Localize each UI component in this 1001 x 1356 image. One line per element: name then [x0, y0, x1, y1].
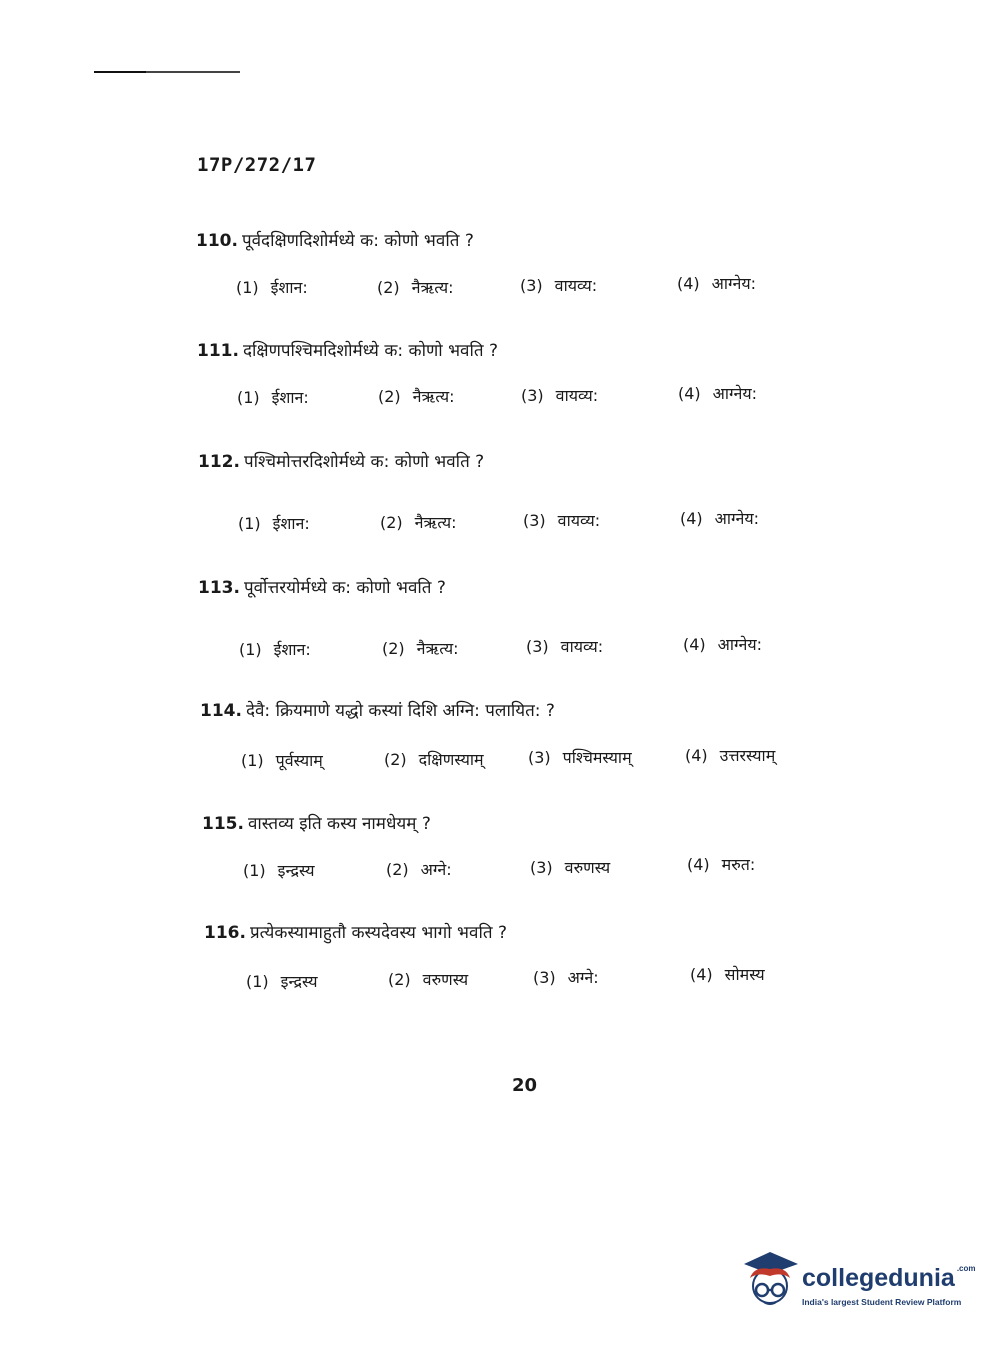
collegedunia-logo[interactable]	[740, 1250, 976, 1320]
logo-suffix: .com	[956, 1264, 976, 1273]
question-text: वास्तव्य इति कस्य नामधेयम् ?	[247, 814, 431, 834]
question-text: प्रत्येकस्यामाहुतौ कस्यदेवस्य भागो भवति ?	[249, 923, 507, 943]
question-111	[197, 338, 498, 361]
question-number: 116.	[204, 923, 246, 943]
option-113-4: (4) आग्नेय:	[683, 635, 763, 654]
question-number: 115.	[202, 814, 244, 834]
logo-name: collegedunia	[802, 1264, 955, 1292]
option-115-2: (2) अग्ने:	[386, 860, 452, 879]
option-112-3: (3) वायव्य:	[523, 511, 601, 530]
option-116-1: (1) इन्द्रस्य	[246, 972, 318, 991]
page-number: 20	[512, 1075, 538, 1096]
option-111-4: (4) आग्नेय:	[678, 384, 758, 403]
mascot-icon	[740, 1250, 800, 1314]
option-111-1: (1) ईशान:	[237, 388, 309, 407]
question-text: पूर्वोत्तरयोर्मध्ये क: कोणो भवति ?	[243, 578, 446, 598]
option-110-3: (3) वायव्य:	[520, 276, 598, 295]
option-114-3: (3) पश्चिमस्याम्	[528, 748, 632, 767]
question-110	[196, 228, 474, 251]
option-113-2: (2) नैऋत्य:	[382, 639, 459, 658]
question-114	[200, 698, 555, 721]
question-text: देवै: क्रियमाणे यद्धो कस्यां दिशि अग्नि: पलायित: ?	[245, 701, 555, 721]
option-111-2: (2) नैऋत्य:	[378, 387, 455, 406]
option-113-3: (3) वायव्य:	[526, 637, 604, 656]
option-110-4: (4) आग्नेय:	[677, 274, 757, 293]
question-number: 112.	[198, 452, 240, 472]
option-116-3: (3) अग्ने:	[533, 968, 599, 987]
question-text: दक्षिणपश्चिमदिशोर्मध्ये क: कोणो भवति ?	[242, 341, 498, 361]
paper-code: 17P/272/17	[197, 154, 317, 176]
question-number: 113.	[198, 578, 240, 598]
option-112-2: (2) नैऋत्य:	[380, 513, 457, 532]
question-text: पश्चिमोत्तरदिशोर्मध्ये क: कोणो भवति ?	[243, 452, 485, 472]
option-111-3: (3) वायव्य:	[521, 386, 599, 405]
question-113	[198, 575, 446, 598]
option-114-4: (4) उत्तरस्याम्	[685, 746, 776, 765]
option-116-2: (2) वरुणस्य	[388, 970, 469, 989]
question-112	[198, 449, 484, 472]
option-113-1: (1) ईशान:	[239, 640, 311, 659]
option-110-2: (2) नैऋत्य:	[377, 278, 454, 297]
option-112-1: (1) ईशान:	[238, 514, 310, 533]
option-116-4: (4) सोमस्य	[690, 965, 765, 984]
option-110-1: (1) ईशान:	[236, 278, 308, 297]
question-116	[204, 920, 507, 943]
question-number: 111.	[197, 341, 239, 361]
option-115-4: (4) मरुत:	[687, 855, 756, 874]
question-number: 114.	[200, 701, 242, 721]
top-rule	[94, 71, 240, 73]
question-number: 110.	[196, 231, 238, 251]
option-114-2: (2) दक्षिणस्याम्	[384, 750, 484, 769]
option-115-1: (1) इन्द्रस्य	[243, 861, 315, 880]
question-115	[202, 811, 431, 834]
logo-tagline: India's largest Student Review Platform	[802, 1297, 962, 1307]
option-115-3: (3) वरुणस्य	[530, 858, 611, 877]
option-112-4: (4) आग्नेय:	[680, 509, 760, 528]
option-114-1: (1) पूर्वस्याम्	[241, 751, 323, 770]
question-text: पूर्वदक्षिणदिशोर्मध्ये क: कोणो भवति ?	[241, 231, 474, 251]
